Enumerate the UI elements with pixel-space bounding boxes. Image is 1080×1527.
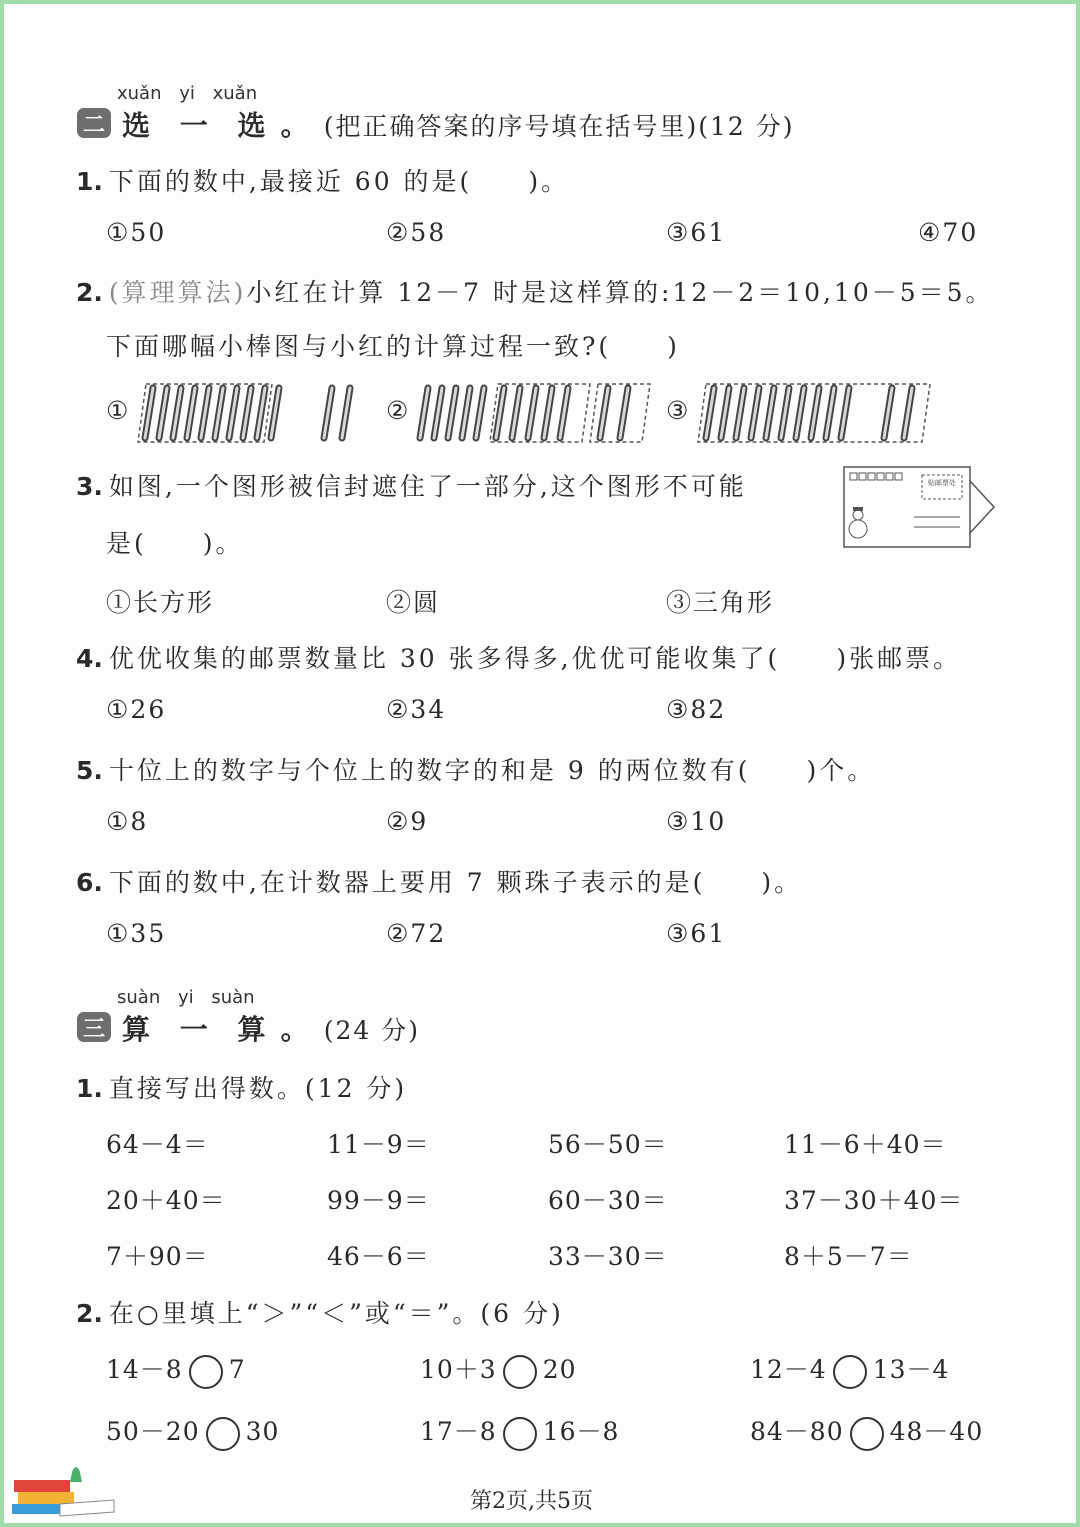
pinyin-2: yi — [177, 987, 194, 1008]
calc-item[interactable]: 8＋5－7＝ — [784, 1242, 913, 1271]
pinyin-3: xuǎn — [212, 83, 258, 104]
calc-item[interactable]: 11－6＋40＝ — [784, 1130, 947, 1159]
stick-diagrams — [0, 378, 1080, 458]
stamp-label: 贴邮票处 — [928, 479, 956, 487]
section2-dot: 。 — [280, 109, 319, 142]
q3-option-1[interactable]: ①长方形 — [106, 588, 215, 617]
question-text: 十位上的数字与个位上的数字的和是 9 的两位数有( )个。 — [108, 756, 876, 785]
q2-option-3[interactable]: ③ — [666, 396, 691, 425]
stick-diagram-3 — [698, 384, 930, 442]
calc-item[interactable]: 7＋90＝ — [106, 1242, 209, 1271]
page-footer: 第2页,共5页 — [470, 1489, 593, 1514]
question-text: 小红在计算 12－7 时是这样算的:12－2＝10,10－5＝5。 — [246, 278, 994, 307]
compare-item — [750, 1350, 949, 1389]
q6-option-1[interactable]: ①35 — [106, 919, 167, 948]
question-number: 6. — [76, 868, 103, 897]
section2-instruction: (把正确答案的序号填在括号里)(12 分) — [323, 112, 795, 141]
calc-item[interactable]: 20＋40＝ — [106, 1186, 226, 1215]
calc-item[interactable]: 64－4＝ — [106, 1130, 209, 1159]
q3-option-3[interactable]: ③三角形 — [666, 588, 775, 617]
compare-circle[interactable] — [189, 1355, 223, 1389]
compare-item — [106, 1412, 279, 1451]
question-text: 优优收集的邮票数量比 30 张多得多,优优可能收集了( )张邮票。 — [108, 644, 962, 673]
section2-pinyin — [117, 83, 257, 104]
compare-left: 17－8 — [420, 1417, 497, 1446]
book-icon — [10, 1460, 120, 1520]
question-text: 如图,一个图形被信封遮住了一部分,这个图形不可能 — [108, 472, 747, 501]
question-number: 3. — [76, 472, 103, 501]
calc-item[interactable]: 33－30＝ — [548, 1242, 668, 1271]
compare-item — [420, 1412, 619, 1451]
compare-item — [750, 1412, 983, 1451]
question-1 — [76, 162, 569, 198]
q2-option-2[interactable]: ② — [386, 396, 411, 425]
q1-option-1[interactable]: ①50 — [106, 218, 167, 247]
question-number: 1. — [76, 1074, 103, 1103]
question-text: 下面的数中,最接近 60 的是( )。 — [108, 167, 570, 196]
q5-option-2[interactable]: ②9 — [386, 807, 429, 836]
question-text: 在○里填上“＞”“＜”或“＝”。(6 分) — [108, 1299, 564, 1328]
section3-instruction: (24 分) — [323, 1016, 420, 1045]
q4-option-1[interactable]: ①26 — [106, 695, 167, 724]
calc-item[interactable]: 99－9＝ — [327, 1186, 430, 1215]
compare-right: 16－8 — [542, 1417, 620, 1446]
section2-title: 选 一 选 — [122, 109, 276, 142]
compare-item — [420, 1350, 577, 1389]
compare-right: 48－40 — [889, 1417, 984, 1446]
section2-badge: 二 — [77, 108, 111, 138]
q5-option-1[interactable]: ①8 — [106, 807, 149, 836]
compare-left: 50－20 — [106, 1417, 200, 1446]
calc-question-2 — [76, 1294, 564, 1330]
calc-item[interactable]: 11－9＝ — [327, 1130, 430, 1159]
pinyin-1: xuǎn — [117, 83, 162, 104]
compare-circle[interactable] — [503, 1355, 537, 1389]
compare-circle[interactable] — [206, 1417, 240, 1451]
compare-left: 10＋3 — [420, 1355, 497, 1384]
question-number: 1. — [76, 167, 103, 196]
compare-right: 20 — [542, 1355, 577, 1384]
question-tag: (算理算法) — [108, 278, 247, 307]
calc-item[interactable]: 60－30＝ — [548, 1186, 668, 1215]
q4-option-3[interactable]: ③82 — [666, 695, 727, 724]
calc-question-1 — [76, 1069, 407, 1105]
section2-heading — [122, 104, 794, 144]
pinyin-1: suàn — [117, 987, 161, 1008]
question-2-line2: 下面哪幅小棒图与小红的计算过程一致?( ) — [106, 332, 680, 361]
hidden-shape-tip — [970, 481, 994, 533]
section3-pinyin — [117, 987, 255, 1008]
q3-option-2[interactable]: ②圆 — [386, 588, 441, 617]
section3-title: 算 一 算 — [122, 1013, 276, 1046]
compare-left: 84－80 — [750, 1417, 844, 1446]
calc-item[interactable]: 37－30＋40＝ — [784, 1186, 964, 1215]
pinyin-2: yi — [179, 83, 195, 104]
question-text: 下面的数中,在计数器上要用 7 颗珠子表示的是( )。 — [108, 868, 803, 897]
compare-left: 14－8 — [106, 1355, 183, 1384]
question-number: 2. — [76, 1299, 103, 1328]
calc-item[interactable]: 46－6＝ — [327, 1242, 430, 1271]
compare-circle[interactable] — [850, 1417, 884, 1451]
section3-badge: 三 — [77, 1012, 111, 1042]
pinyin-3: suàn — [211, 987, 255, 1008]
envelope-figure — [842, 465, 1002, 555]
q6-option-2[interactable]: ②72 — [386, 919, 447, 948]
question-number: 2. — [76, 278, 103, 307]
question-text: 直接写出得数。(12 分) — [108, 1074, 408, 1103]
compare-circle[interactable] — [503, 1417, 537, 1451]
stick-diagram-1 — [138, 384, 350, 442]
compare-right: 7 — [228, 1355, 246, 1384]
question-number: 4. — [76, 644, 103, 673]
question-6 — [76, 863, 802, 899]
question-2 — [76, 273, 994, 309]
question-4 — [76, 639, 961, 675]
compare-right: 30 — [245, 1417, 280, 1446]
q5-option-3[interactable]: ③10 — [666, 807, 727, 836]
q6-option-3[interactable]: ③61 — [666, 919, 727, 948]
compare-item — [106, 1350, 246, 1389]
q1-option-2[interactable]: ②58 — [386, 218, 447, 247]
q1-option-3[interactable]: ③61 — [666, 218, 727, 247]
q1-option-4[interactable]: ④70 — [918, 218, 979, 247]
question-3-line2: 是( )。 — [106, 529, 244, 558]
stick-diagram-2 — [420, 384, 650, 442]
q4-option-2[interactable]: ②34 — [386, 695, 447, 724]
compare-left: 12－4 — [750, 1355, 827, 1384]
question-number: 5. — [76, 756, 103, 785]
q2-option-1[interactable]: ① — [106, 396, 131, 425]
compare-right: 13－4 — [872, 1355, 950, 1384]
section3-heading — [122, 1008, 420, 1048]
section3-dot: 。 — [280, 1013, 319, 1046]
question-5 — [76, 751, 875, 787]
calc-item[interactable]: 56－50＝ — [548, 1130, 668, 1159]
question-3 — [76, 467, 747, 503]
compare-circle[interactable] — [833, 1355, 867, 1389]
